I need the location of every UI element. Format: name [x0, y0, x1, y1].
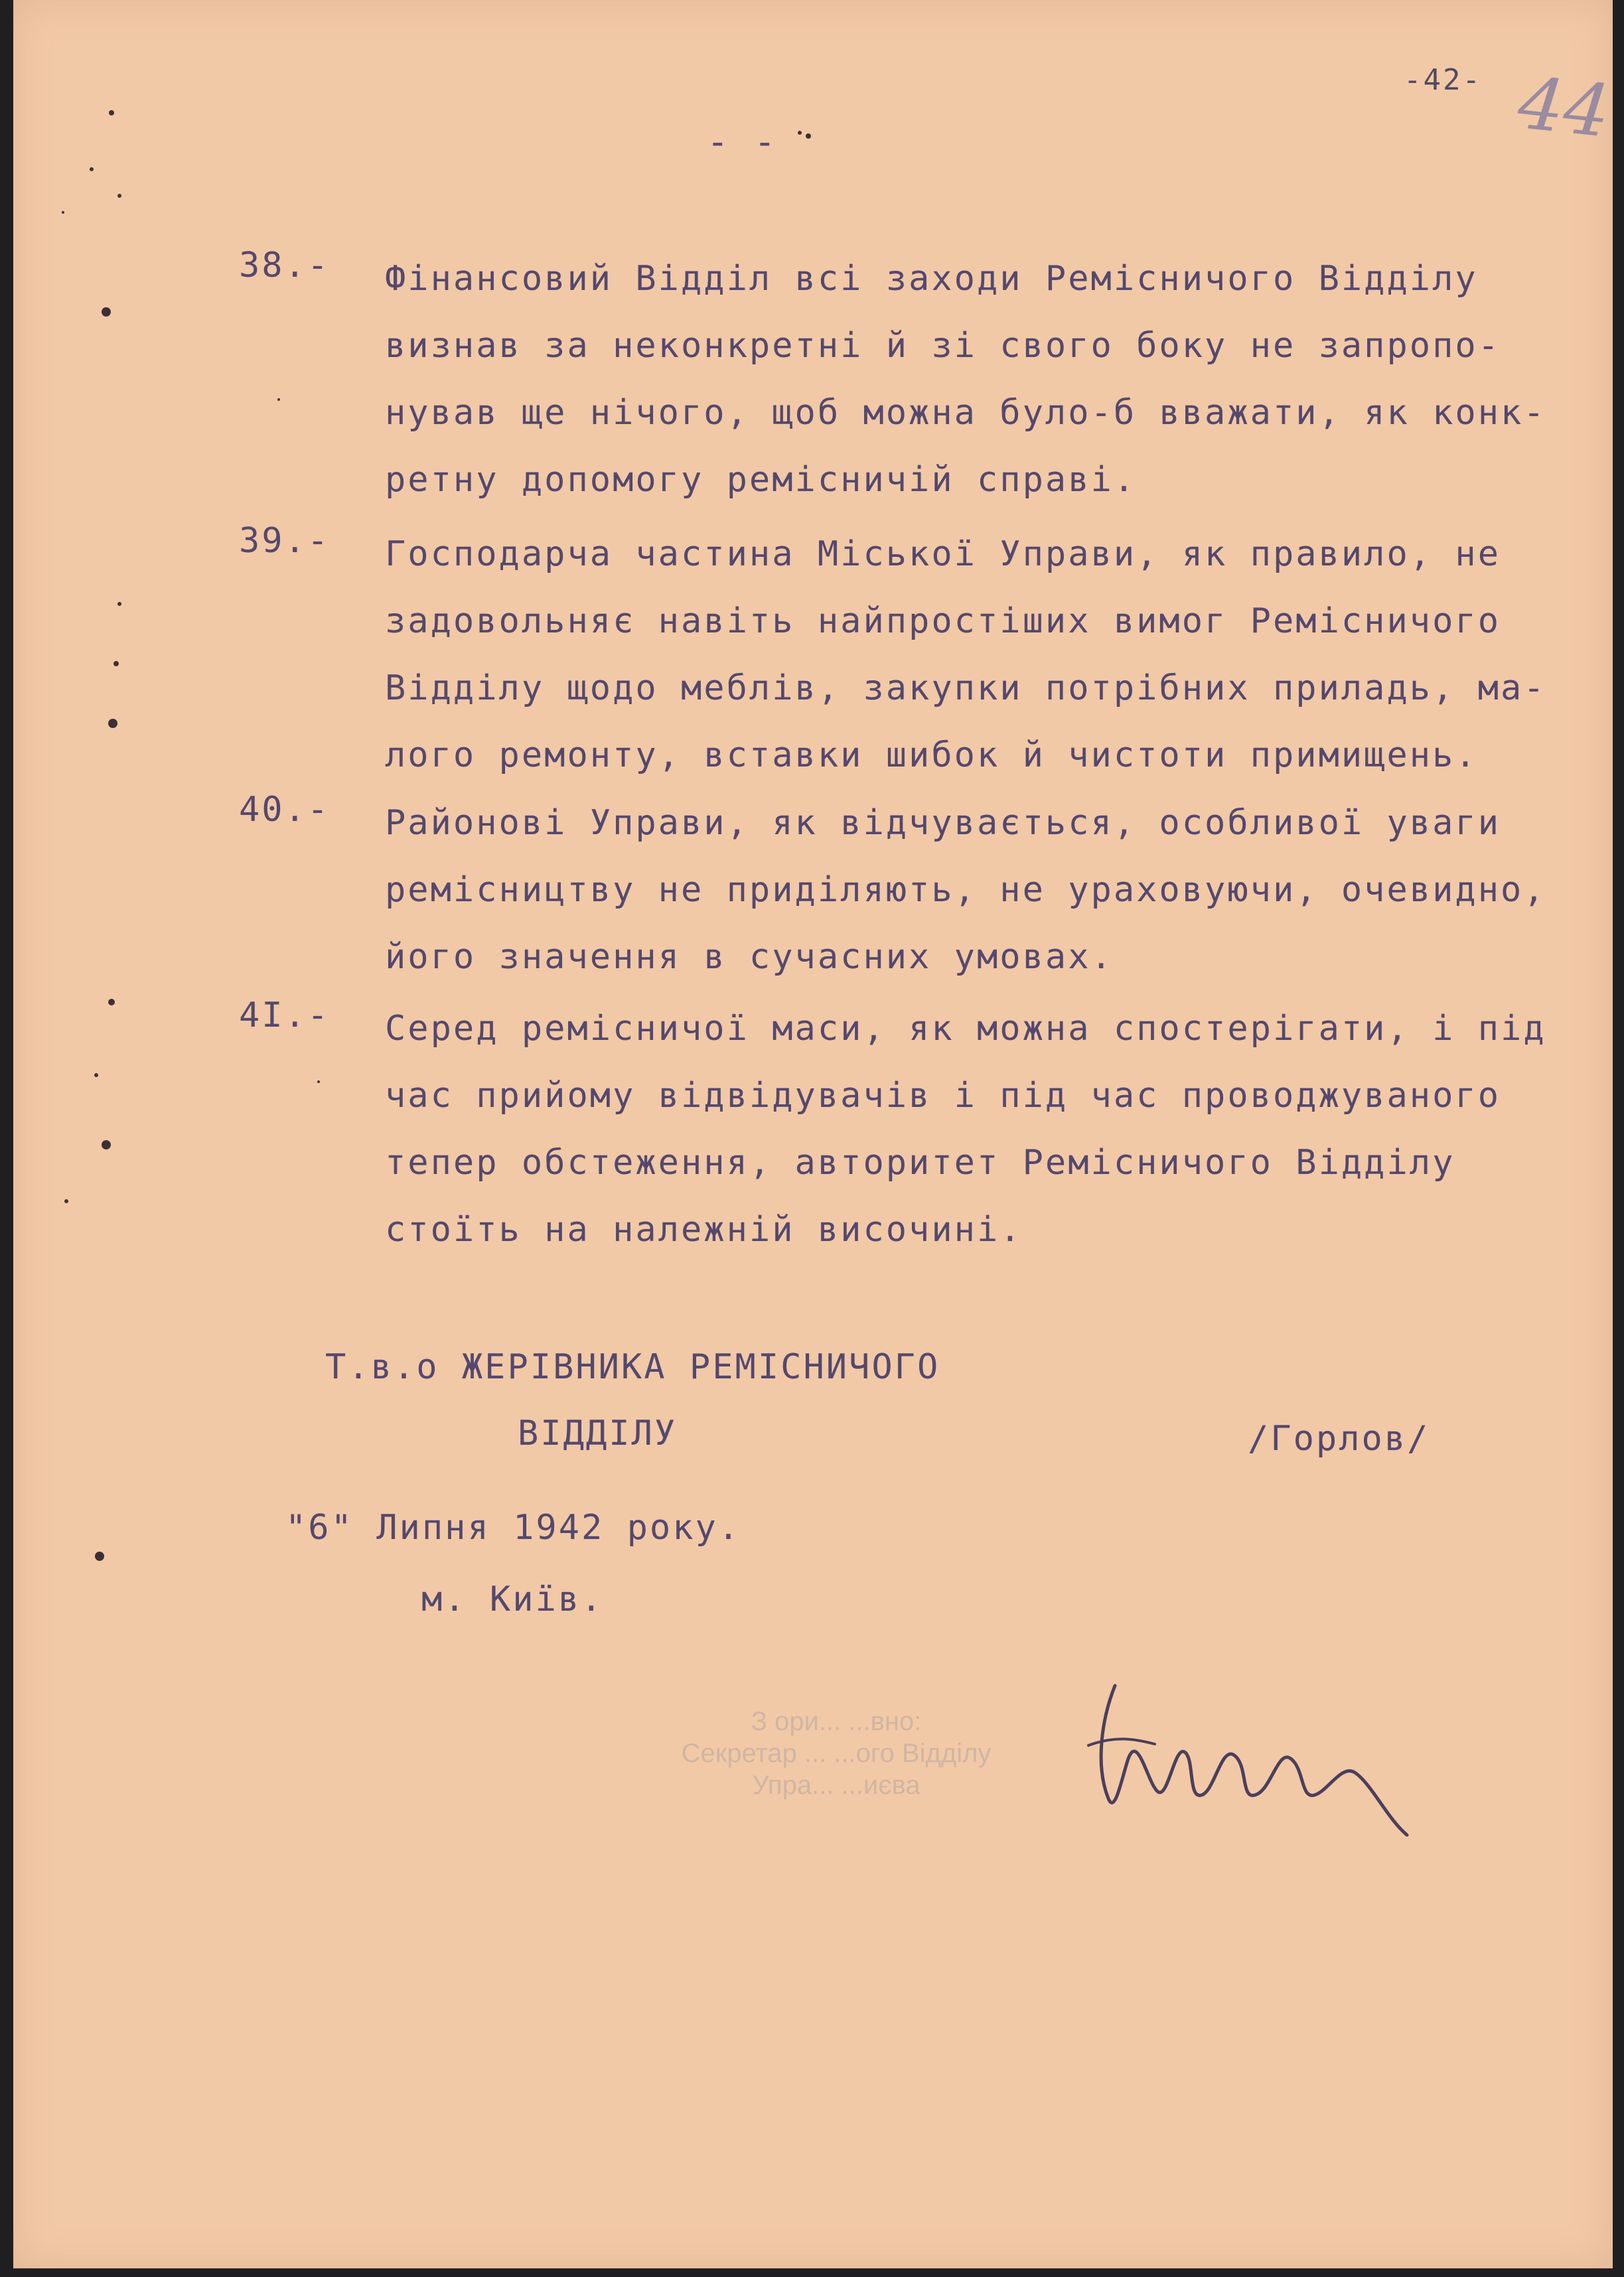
header-mark: - -: [707, 121, 778, 163]
item-number: 38.-: [239, 246, 331, 285]
item-line: задовольняє навіть найпростіших вимог Ремісничого: [385, 601, 1501, 641]
item-number: 4I.-: [239, 995, 331, 1035]
item-line: Фінансовий Відділ всі заходи Ремісничого Відділу: [385, 259, 1478, 299]
stamp-line: З ори... ...вно:: [751, 1707, 922, 1736]
archive-folio-number: 44: [1514, 62, 1614, 154]
page-number: -42-: [1404, 63, 1482, 97]
item-line: час прийому відвідувачів і під час проводжуваного: [385, 1076, 1501, 1116]
signatory-department: ВІДДІЛУ: [518, 1414, 678, 1453]
item-line: ремісництву не приділяють, не ураховуючи, очевидно,: [385, 870, 1546, 910]
item-line: нував ще нічого, щоб можна було-б вважати, як конк-: [385, 393, 1546, 433]
signatory-name: /Горлов/: [1248, 1419, 1430, 1459]
item-number: 39.-: [239, 521, 331, 561]
document-date: "6" Липня 1942 року.: [285, 1508, 741, 1548]
item-line: стоїть на належній височині.: [385, 1210, 1023, 1250]
item-line: Господарча частина Міської Управи, як правило, не: [385, 534, 1501, 574]
item-line: Районові Управи, як відчувається, особливої уваги: [385, 803, 1501, 843]
item-line: ретну допомогу ремісничій справі.: [385, 460, 1137, 500]
item-line: Серед ремісничої маси, як можна спостерігати, і під: [385, 1009, 1546, 1049]
handwritten-signature: [1075, 1666, 1420, 1852]
signatory-title: Т.в.о ЖЕРІВНИКА РЕМІСНИЧОГО: [325, 1347, 940, 1387]
item-line: Відділу щодо меблів, закупки потрібних приладь, ма-: [385, 668, 1546, 708]
stamp-line: Упра... ...иєва: [752, 1771, 921, 1800]
certification-stamp: [597, 1706, 1075, 1801]
document-page: [13, 0, 1613, 2268]
item-line: визнав за неконкретні й зі свого боку не запропо-: [385, 326, 1501, 366]
document-city: м. Київ.: [421, 1579, 604, 1619]
item-line: його значення в сучасних умовах.: [385, 937, 1114, 977]
item-number: 40.-: [239, 790, 331, 830]
item-line: тепер обстеження, авторитет Ремісничого Відділу: [385, 1143, 1455, 1183]
item-line: лого ремонту, вставки шибок й чистоти примищень.: [385, 735, 1478, 775]
stamp-line: Секретар ... ...ого Відділу: [681, 1739, 992, 1768]
